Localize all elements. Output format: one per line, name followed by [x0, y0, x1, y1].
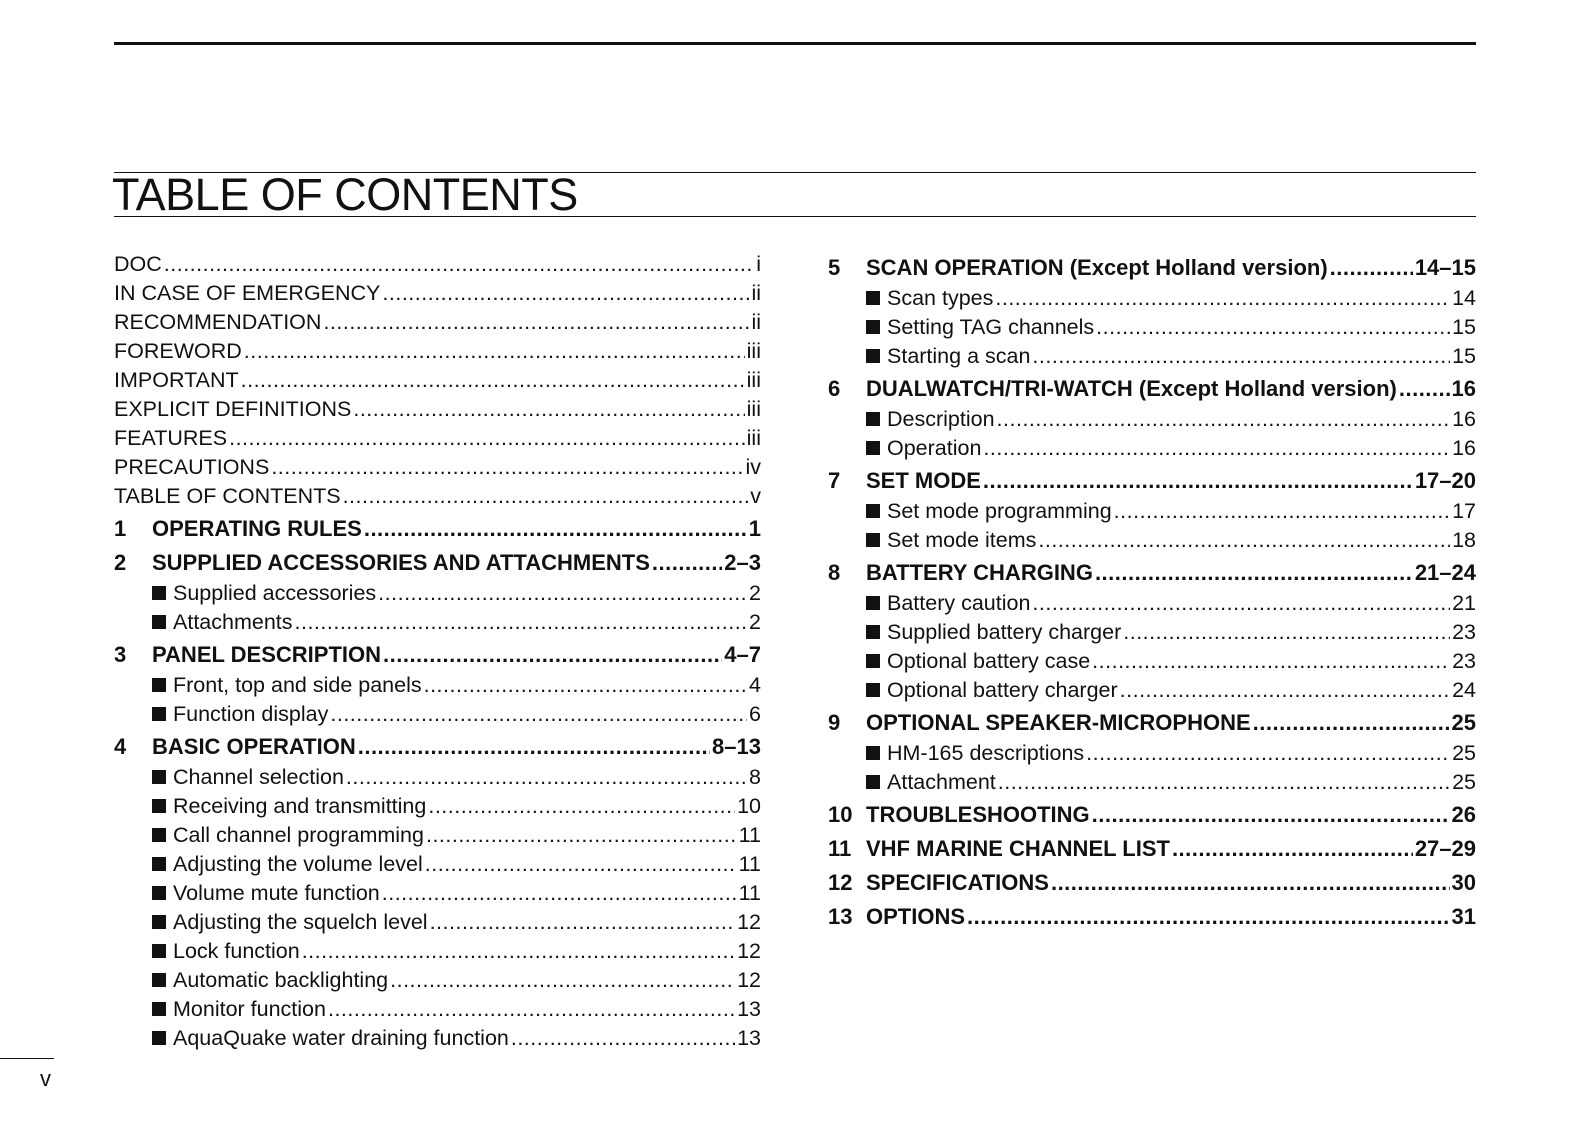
dot-leader [1092, 799, 1450, 831]
toc-subentry[interactable] [114, 792, 761, 821]
toc-section[interactable] [828, 799, 1476, 831]
dot-leader [302, 937, 735, 966]
toc-subentry[interactable] [828, 497, 1476, 526]
toc-section[interactable] [828, 465, 1476, 497]
dot-leader [1096, 313, 1450, 342]
dot-leader [330, 700, 747, 729]
dot-leader [1114, 497, 1450, 526]
entry-page: 26 [1451, 802, 1476, 827]
dot-leader [353, 395, 744, 424]
entry-page: 17 [1452, 499, 1476, 523]
square-bullet-icon [152, 1031, 166, 1045]
toc-subentry[interactable] [114, 763, 761, 792]
square-bullet-icon [866, 320, 880, 334]
entry-page: 10 [737, 794, 761, 818]
dot-leader [998, 768, 1450, 797]
entry-label: FOREWORD [114, 339, 242, 363]
square-bullet-icon [152, 707, 166, 721]
entry-label: Scan types [887, 286, 994, 310]
square-bullet-icon [866, 775, 880, 789]
toc-subentry[interactable] [828, 434, 1476, 463]
toc-entry[interactable] [114, 395, 761, 424]
dot-leader [983, 465, 1413, 497]
toc-entry[interactable] [114, 250, 761, 279]
toc-section[interactable] [828, 373, 1476, 405]
square-bullet-icon [866, 349, 880, 363]
dot-leader [390, 966, 735, 995]
square-bullet-icon [866, 746, 880, 760]
dot-leader [983, 434, 1450, 463]
toc-section[interactable] [114, 639, 761, 671]
dot-leader [511, 1024, 735, 1053]
entry-page: 21 [1452, 591, 1476, 615]
dot-leader [1051, 867, 1450, 899]
toc-subentry[interactable] [114, 908, 761, 937]
dot-leader [164, 250, 754, 279]
entry-label: RECOMMENDATION [114, 310, 322, 334]
dot-leader [343, 482, 749, 511]
entry-page: iii [746, 339, 761, 363]
square-bullet-icon [866, 596, 880, 610]
square-bullet-icon [866, 441, 880, 455]
dot-leader [425, 850, 737, 879]
entry-label: Battery caution [887, 591, 1031, 615]
entry-page: 16 [1452, 436, 1476, 460]
entry-label: BATTERY CHARGING [866, 560, 1093, 585]
footer-page-number: v [40, 1066, 51, 1091]
entry-label: Starting a scan [887, 344, 1031, 368]
square-bullet-icon [866, 683, 880, 697]
toc-subentry[interactable] [828, 589, 1476, 618]
entry-page: 14–15 [1414, 255, 1476, 280]
toc-subentry[interactable] [114, 700, 761, 729]
entry-page: iii [746, 368, 761, 392]
square-bullet-icon [152, 944, 166, 958]
entry-label: Call channel programming [173, 823, 424, 847]
entry-label: SET MODE [866, 468, 981, 493]
entry-label: Description [887, 407, 995, 431]
toc-subentry[interactable] [828, 526, 1476, 555]
dot-leader [1092, 647, 1450, 676]
dot-leader [364, 513, 747, 545]
entry-page: 24 [1452, 678, 1476, 702]
dot-leader [328, 995, 735, 1024]
dot-leader [1172, 833, 1413, 865]
dot-leader [1399, 373, 1450, 405]
entry-label: Adjusting the squelch level [173, 910, 428, 934]
dot-leader [378, 579, 747, 608]
square-bullet-icon [866, 625, 880, 639]
entry-label: OPTIONS [866, 904, 966, 929]
toc-subentry[interactable] [114, 966, 761, 995]
square-bullet-icon [152, 770, 166, 784]
footer-rule [0, 1058, 54, 1059]
entry-label: Supplied accessories [173, 581, 377, 605]
toc-section[interactable] [114, 547, 761, 579]
toc-left-column [114, 250, 761, 1053]
entry-page: 13 [737, 997, 761, 1021]
page-title: TABLE OF CONTENTS [112, 169, 578, 220]
section-number: 2 [114, 550, 127, 575]
entry-page: 25 [1452, 770, 1476, 794]
dot-leader [295, 608, 748, 637]
entry-label: Attachment [887, 770, 996, 794]
entry-label: Adjusting the volume level [173, 852, 423, 876]
section-number: 9 [828, 710, 841, 735]
entry-page: 16 [1452, 407, 1476, 431]
entry-page: ii [751, 281, 761, 305]
toc-subentry[interactable] [114, 608, 761, 637]
square-bullet-icon [866, 533, 880, 547]
entry-page: 1 [748, 516, 761, 541]
toc-section[interactable] [828, 252, 1476, 284]
entry-page: v [750, 484, 761, 508]
section-number: 7 [828, 468, 841, 493]
entry-label: PRECAUTIONS [114, 455, 270, 479]
entry-page: 2 [749, 581, 761, 605]
entry-page: 23 [1452, 620, 1476, 644]
dot-leader [382, 279, 749, 308]
entry-page: iii [746, 397, 761, 421]
entry-label: Set mode items [887, 528, 1037, 552]
dot-leader [1330, 252, 1413, 284]
toc-entry[interactable] [114, 453, 761, 482]
toc-section[interactable] [828, 557, 1476, 589]
section-number: 11 [828, 836, 852, 861]
toc-subentry[interactable] [114, 995, 761, 1024]
entry-label: Optional battery case [887, 649, 1091, 673]
dot-leader [346, 763, 747, 792]
toc-subentry[interactable] [114, 850, 761, 879]
entry-label: Automatic backlighting [173, 968, 389, 992]
square-bullet-icon [866, 412, 880, 426]
entry-label: EXPLICIT DEFINITIONS [114, 397, 352, 421]
toc-entry[interactable] [114, 308, 761, 337]
entry-label: Front, top and side panels [173, 673, 422, 697]
dot-leader [1038, 526, 1450, 555]
dot-leader [229, 424, 745, 453]
entry-label: BASIC OPERATION [152, 734, 356, 759]
toc-subentry[interactable] [828, 739, 1476, 768]
toc-subentry[interactable] [114, 671, 761, 700]
entry-label: Setting TAG channels [887, 315, 1095, 339]
toc-section[interactable] [114, 513, 761, 545]
toc-entry[interactable] [114, 337, 761, 366]
section-number: 5 [828, 255, 841, 280]
dot-leader [997, 405, 1451, 434]
entry-page: 11 [738, 881, 761, 905]
entry-label: Receiving and transmitting [173, 794, 427, 818]
square-bullet-icon [866, 291, 880, 305]
entry-page: 25 [1451, 710, 1476, 735]
entry-label: PANEL DESCRIPTION [152, 642, 381, 667]
dot-leader [383, 639, 722, 671]
dot-leader [424, 671, 747, 700]
entry-page: 2–3 [724, 550, 761, 575]
entry-page: 23 [1452, 649, 1476, 673]
entry-label: Monitor function [173, 997, 326, 1021]
dot-leader [652, 547, 722, 579]
entry-page: 27–29 [1414, 836, 1476, 861]
toc-subentry[interactable] [828, 342, 1476, 371]
square-bullet-icon [152, 678, 166, 692]
toc-section[interactable] [828, 707, 1476, 739]
dot-leader [428, 792, 735, 821]
entry-label: DUALWATCH/TRI-WATCH (Except Holland version) [866, 376, 1397, 401]
square-bullet-icon [152, 586, 166, 600]
entry-page: 4 [749, 673, 761, 697]
dot-leader [995, 284, 1450, 313]
toc-subentry[interactable] [114, 879, 761, 908]
section-number: 8 [828, 560, 841, 585]
toc-entry[interactable] [114, 366, 761, 395]
section-number: 6 [828, 376, 841, 401]
dot-leader [241, 366, 745, 395]
title-bottom-rule [114, 216, 1476, 217]
entry-label: SPECIFICATIONS [866, 870, 1049, 895]
entry-page: 14 [1452, 286, 1476, 310]
entry-page: 11 [738, 823, 761, 847]
square-bullet-icon [152, 799, 166, 813]
entry-page: 12 [737, 910, 761, 934]
entry-page: 2 [749, 610, 761, 634]
entry-page: 12 [737, 939, 761, 963]
toc-subentry[interactable] [828, 405, 1476, 434]
entry-label: Set mode programming [887, 499, 1112, 523]
entry-label: FEATURES [114, 426, 228, 450]
entry-label: AquaQuake water draining function [173, 1026, 509, 1050]
entry-label: OPTIONAL SPEAKER-MICROPHONE [866, 710, 1251, 735]
toc-section[interactable] [114, 731, 761, 763]
toc-entry[interactable] [114, 424, 761, 453]
entry-label: OPERATING RULES [152, 516, 362, 541]
entry-page: 11 [738, 852, 761, 876]
toc-subentry[interactable] [828, 676, 1476, 705]
dot-leader [430, 908, 736, 937]
entry-page: 17–20 [1414, 468, 1476, 493]
entry-page: 8–13 [712, 734, 761, 759]
toc-subentry[interactable] [114, 579, 761, 608]
toc-section[interactable] [828, 833, 1476, 865]
section-number: 1 [114, 516, 127, 541]
entry-page: iii [746, 426, 761, 450]
entry-label: Supplied battery charger [887, 620, 1122, 644]
entry-page: 4–7 [724, 642, 761, 667]
square-bullet-icon [152, 1002, 166, 1016]
entry-label: DOC [114, 252, 162, 276]
square-bullet-icon [866, 504, 880, 518]
dot-leader [1032, 589, 1450, 618]
toc-subentry[interactable] [114, 821, 761, 850]
entry-page: 25 [1452, 741, 1476, 765]
entry-label: Attachments [173, 610, 293, 634]
square-bullet-icon [152, 915, 166, 929]
top-rule [114, 42, 1476, 45]
entry-label: SCAN OPERATION (Except Holland version) [866, 255, 1328, 280]
dot-leader [323, 308, 749, 337]
entry-label: HM-165 descriptions [887, 741, 1085, 765]
dot-leader [1095, 557, 1413, 589]
dot-leader [1123, 618, 1450, 647]
section-number: 12 [828, 870, 853, 895]
section-number: 4 [114, 734, 127, 759]
dot-leader [967, 901, 1450, 933]
square-bullet-icon [152, 615, 166, 629]
dot-leader [1253, 707, 1450, 739]
entry-label: TABLE OF CONTENTS [114, 484, 341, 508]
dot-leader [271, 453, 743, 482]
entry-label: Optional battery charger [887, 678, 1118, 702]
entry-label: IMPORTANT [114, 368, 239, 392]
entry-page: i [756, 252, 761, 276]
entry-page: 15 [1452, 315, 1476, 339]
toc-subentry[interactable] [828, 768, 1476, 797]
entry-label: Lock function [173, 939, 300, 963]
dot-leader [1086, 739, 1450, 768]
square-bullet-icon [152, 973, 166, 987]
toc-subentry[interactable] [114, 1024, 761, 1053]
toc-right-column [828, 250, 1476, 933]
entry-label: Function display [173, 702, 329, 726]
toc-section[interactable] [828, 901, 1476, 933]
toc-entry[interactable] [114, 482, 761, 511]
dot-leader [1120, 676, 1450, 705]
entry-page: 31 [1451, 904, 1476, 929]
section-number: 13 [828, 904, 853, 929]
square-bullet-icon [866, 654, 880, 668]
entry-label: VHF MARINE CHANNEL LIST [866, 836, 1170, 861]
entry-page: 8 [749, 765, 761, 789]
toc-subentry[interactable] [828, 647, 1476, 676]
entry-page: ii [751, 310, 761, 334]
entry-page: 18 [1452, 528, 1476, 552]
square-bullet-icon [152, 828, 166, 842]
entry-page: 16 [1451, 376, 1476, 401]
toc-subentry[interactable] [828, 618, 1476, 647]
toc-subentry[interactable] [828, 284, 1476, 313]
entry-label: Channel selection [173, 765, 344, 789]
entry-page: 30 [1451, 870, 1476, 895]
entry-page: iv [745, 455, 761, 479]
dot-leader [244, 337, 745, 366]
entry-page: 12 [737, 968, 761, 992]
entry-label: Volume mute function [173, 881, 380, 905]
dot-leader [382, 879, 737, 908]
entry-label: Operation [887, 436, 982, 460]
dot-leader [1032, 342, 1450, 371]
toc-subentry[interactable] [114, 937, 761, 966]
toc-section[interactable] [828, 867, 1476, 899]
dot-leader [358, 731, 710, 763]
square-bullet-icon [152, 886, 166, 900]
entry-page: 15 [1452, 344, 1476, 368]
entry-label: TROUBLESHOOTING [866, 802, 1090, 827]
toc-entry[interactable] [114, 279, 761, 308]
entry-label: SUPPLIED ACCESSORIES AND ATTACHMENTS [152, 550, 650, 575]
entry-label: IN CASE OF EMERGENCY [114, 281, 381, 305]
square-bullet-icon [152, 857, 166, 871]
entry-page: 6 [749, 702, 761, 726]
section-number: 3 [114, 642, 127, 667]
toc-subentry[interactable] [828, 313, 1476, 342]
section-number: 10 [828, 802, 853, 827]
dot-leader [426, 821, 737, 850]
entry-page: 13 [737, 1026, 761, 1050]
entry-page: 21–24 [1414, 560, 1476, 585]
